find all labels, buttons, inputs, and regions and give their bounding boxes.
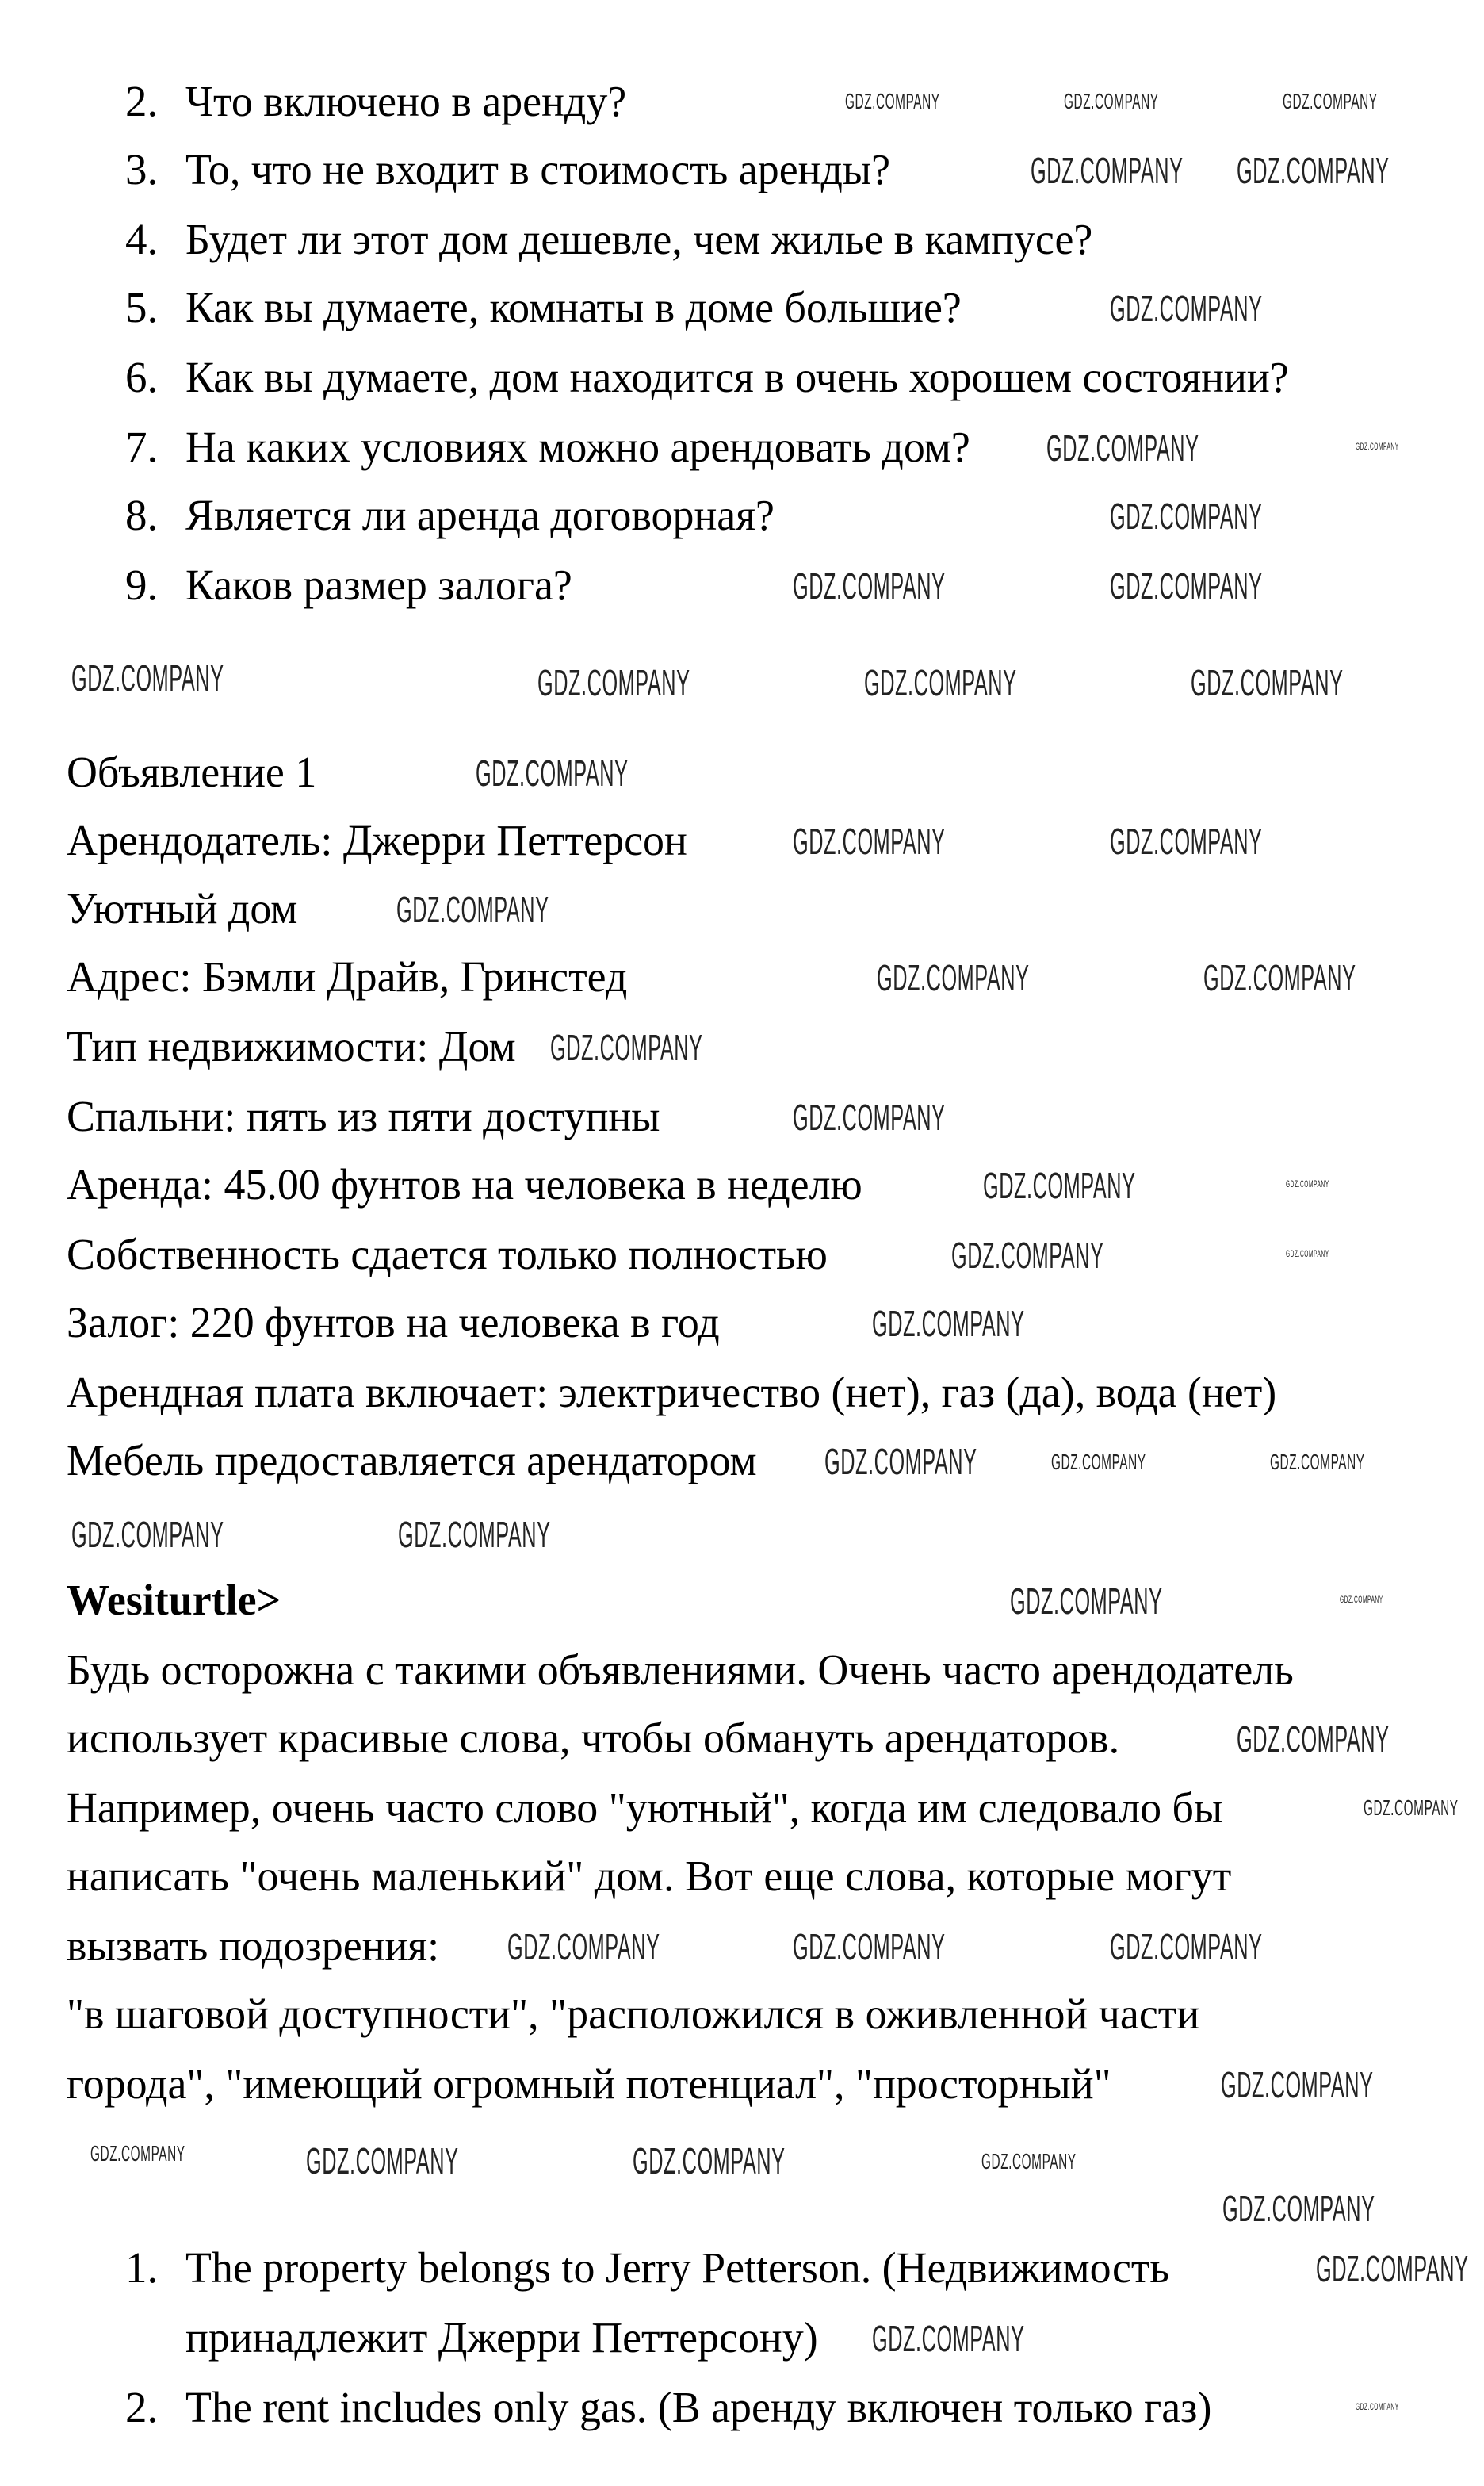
question-number: 6. — [125, 353, 159, 401]
question-text: Как вы думаете, комнаты в доме большие? — [186, 283, 962, 331]
watermark: GDZ.COMPANY — [1316, 2248, 1469, 2289]
watermark: GDZ.COMPANY — [1010, 1580, 1163, 1622]
watermark: GDZ.COMPANY — [793, 1926, 946, 1967]
comment-author: Wesiturtle> — [67, 1576, 281, 1624]
question-text: Что включено в аренду? — [186, 77, 627, 125]
ad-title: Объявление 1 — [67, 748, 317, 796]
comment-line: написать "очень маленький" дом. Вот еще слова, которые могут — [67, 1852, 1232, 1900]
question-number: 8. — [125, 491, 159, 539]
watermark: GDZ.COMPANY — [864, 662, 1017, 703]
question-text: Как вы думаете, дом находится в очень хорошем состоянии? — [186, 353, 1289, 401]
answer-number: 1. — [125, 2243, 159, 2292]
watermark: GDZ.COMPANY — [1110, 288, 1263, 329]
answer-text: The rent includes only gas. (В аренду включен только газ) — [186, 2383, 1212, 2431]
question-number: 2. — [125, 77, 159, 125]
ad-line: Адрес: Бэмли Драйв, Гринстед — [67, 952, 628, 1001]
watermark: GDZ.COMPANY — [981, 2149, 1077, 2174]
watermark: GDZ.COMPANY — [1031, 150, 1184, 191]
watermark: GDZ.COMPANY — [398, 1514, 551, 1555]
watermark: GDZ.COMPANY — [872, 1303, 1025, 1344]
watermark: GDZ.COMPANY — [951, 1235, 1104, 1276]
watermark: GDZ.COMPANY — [983, 1165, 1136, 1206]
watermark: GDZ.COMPANY — [793, 821, 946, 862]
watermark: GDZ.COMPANY — [1110, 496, 1263, 537]
watermark: GDZ.COMPANY — [1110, 1926, 1263, 1967]
question-text: Является ли аренда договорная? — [186, 491, 775, 539]
watermark: GDZ.COMPANY — [1222, 2188, 1375, 2229]
watermark: GDZ.COMPANY — [1340, 1594, 1383, 1605]
watermark: GDZ.COMPANY — [1283, 89, 1378, 113]
watermark: GDZ.COMPANY — [71, 657, 224, 699]
watermark: GDZ.COMPANY — [537, 662, 690, 703]
comment-line: Будь осторожна с такими объявлениями. Очень часто арендодатель — [67, 1645, 1294, 1694]
watermark: GDZ.COMPANY — [306, 2140, 459, 2181]
question-text: Каков размер залога? — [186, 561, 572, 609]
watermark: GDZ.COMPANY — [71, 1514, 224, 1555]
watermark: GDZ.COMPANY — [1064, 89, 1159, 113]
watermark: GDZ.COMPANY — [1270, 1450, 1365, 1474]
watermark: GDZ.COMPANY — [877, 957, 1030, 998]
comment-line: использует красивые слова, чтобы обмануть арендаторов. — [67, 1714, 1120, 1762]
watermark: GDZ.COMPANY — [1110, 821, 1263, 862]
comment-line: Например, очень часто слово "уютный", когда им следовало бы — [67, 1783, 1223, 1832]
watermark: GDZ.COMPANY — [1286, 1178, 1329, 1189]
answer-number: 2. — [125, 2383, 159, 2431]
watermark: GDZ.COMPANY — [1286, 1248, 1329, 1259]
watermark: GDZ.COMPANY — [872, 2318, 1025, 2359]
question-number: 9. — [125, 561, 159, 609]
watermark: GDZ.COMPANY — [845, 89, 940, 113]
question-number: 3. — [125, 145, 159, 193]
answer-text: принадлежит Джерри Петтерсону) — [186, 2313, 818, 2362]
watermark: GDZ.COMPANY — [476, 753, 629, 794]
watermark: GDZ.COMPANY — [793, 565, 946, 607]
ad-line: Спальни: пять из пяти доступны — [67, 1092, 660, 1140]
comment-line: вызвать подозрения: — [67, 1921, 440, 1970]
watermark: GDZ.COMPANY — [1356, 2401, 1399, 2412]
watermark: GDZ.COMPANY — [90, 2141, 186, 2166]
watermark: GDZ.COMPANY — [1221, 2064, 1374, 2105]
watermark: GDZ.COMPANY — [824, 1441, 977, 1482]
ad-line: Собственность сдается только полностью — [67, 1230, 828, 1278]
ad-line: Мебель предоставляется арендатором — [67, 1436, 757, 1484]
ad-line: Арендодатель: Джерри Петтерсон — [67, 816, 687, 864]
watermark: GDZ.COMPANY — [1203, 957, 1356, 998]
watermark: GDZ.COMPANY — [396, 889, 549, 930]
watermark: GDZ.COMPANY — [1110, 565, 1263, 607]
ad-line: Уютный дом — [67, 884, 298, 933]
watermark: GDZ.COMPANY — [1051, 1450, 1146, 1474]
comment-line: "в шаговой доступности", "расположился в оживленной части — [67, 1990, 1200, 2038]
watermark: GDZ.COMPANY — [1046, 427, 1199, 469]
ad-line: Аренда: 45.00 фунтов на человека в неделю — [67, 1160, 862, 1209]
question-text: Будет ли этот дом дешевле, чем жилье в кампусе? — [186, 215, 1093, 263]
question-number: 5. — [125, 283, 159, 331]
question-text: То, что не входит в стоимость аренды? — [186, 145, 891, 193]
watermark: GDZ.COMPANY — [1364, 1795, 1459, 1820]
watermark: GDZ.COMPANY — [633, 2140, 786, 2181]
watermark: GDZ.COMPANY — [1191, 662, 1344, 703]
question-number: 4. — [125, 215, 159, 263]
answer-text: The property belongs to Jerry Petterson. (Недвижимость — [186, 2243, 1170, 2292]
watermark: GDZ.COMPANY — [507, 1926, 660, 1967]
question-number: 7. — [125, 423, 159, 471]
question-text: На каких условиях можно арендовать дом? — [186, 423, 970, 471]
comment-line: города", "имеющий огромный потенциал", "просторный" — [67, 2059, 1111, 2108]
watermark: GDZ.COMPANY — [550, 1027, 703, 1068]
ad-line: Арендная плата включает: электричество (нет), газ (да), вода (нет) — [67, 1368, 1277, 1416]
ad-line: Залог: 220 фунтов на человека в год — [67, 1298, 720, 1346]
watermark: GDZ.COMPANY — [793, 1097, 946, 1138]
watermark: GDZ.COMPANY — [1237, 1718, 1390, 1760]
watermark: GDZ.COMPANY — [1237, 150, 1390, 191]
ad-line: Тип недвижимости: Дом — [67, 1022, 516, 1071]
watermark: GDZ.COMPANY — [1356, 441, 1399, 452]
